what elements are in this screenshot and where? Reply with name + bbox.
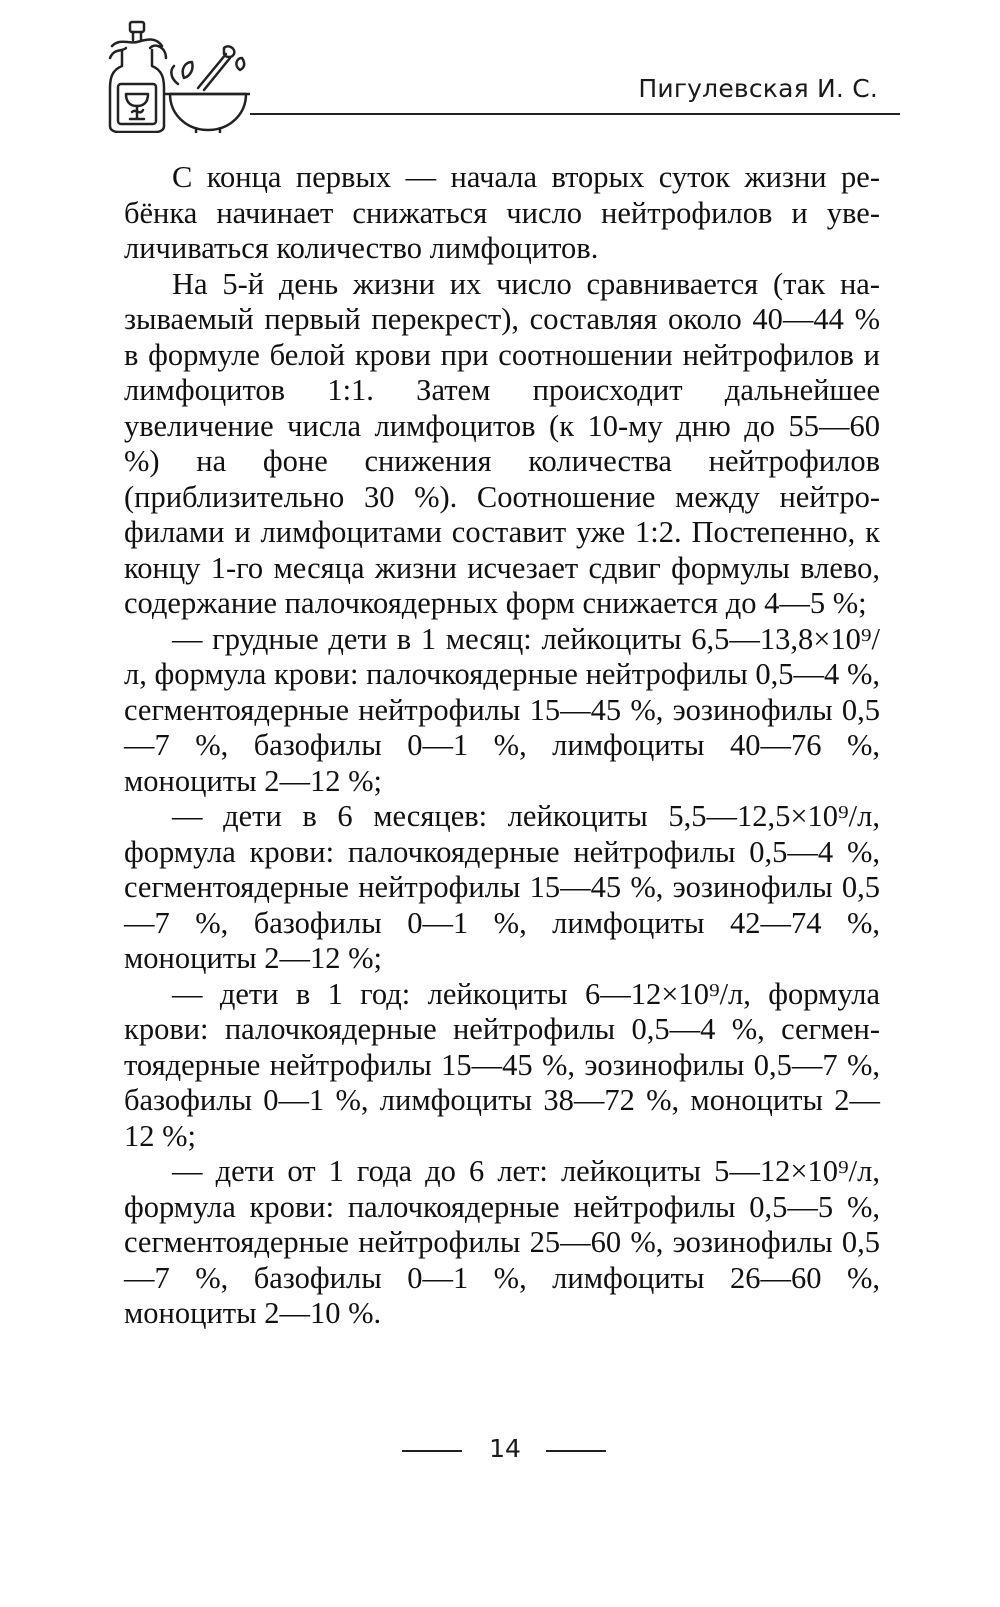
body-paragraph: С конца первых — начала вторых суток жизни ребёнка начинает снижаться число нейтрофилов и увеличиваться количество лимфоцитов. bbox=[124, 160, 880, 265]
body-paragraph: — дети в 1 год: лейкоциты 6—12×10⁹/л, формула крови: палочкоядерные нейтрофилы 0,5—4 %, сегментоядерные нейтрофилы 15—45 %, эозинофилы 0,5—7 %, базофилы 0—1 %, лимфоциты 38—72 %, моноциты 2—12 %; bbox=[124, 976, 880, 1153]
running-header-author: Пигулевская И. С. bbox=[638, 74, 878, 103]
body-paragraph: — грудные дети в 1 месяц: лейкоциты 6,5—13,8×10⁹/л, формула крови: палочкоядерные нейтрофилы 0,5—4 %, сегментоядерные нейтрофилы 15—45 %, эозинофилы 0,5—7 %, базофилы 0—1 %, лимфоциты 40—76 %, моноциты 2—12 %; bbox=[124, 621, 880, 798]
page-header bbox=[100, 18, 900, 138]
pharmacy-bottle-mortar-icon bbox=[100, 18, 250, 133]
page-number: 14 bbox=[489, 1434, 521, 1463]
page-footer bbox=[0, 1432, 1000, 1472]
footer-rule-right bbox=[546, 1450, 606, 1452]
body-paragraph: — дети в 6 месяцев: лейкоциты 5,5—12,5×10⁹/л, формула крови: палочкоядерные нейтрофилы 0,5—4 %, сегментоядерные нейтрофилы 15—45 %, эозинофилы 0,5—7 %, базофилы 0—1 %, лимфоциты 42—74 %, моноциты 2—12 %; bbox=[124, 799, 880, 975]
body-paragraph: На 5-й день жизни их число сравнивается (так называемый первый перекрест), составляя около 40—44 % в формуле белой крови при соотношении нейтрофилов и лимфоцитов 1:1. Затем происходит дальнейшее увеличение числа лимфоцитов (к 10-му дню до 55—60 %) на фоне снижения количества нейтрофилов (приблизительно 30 %). Соотношение между нейтрофилами и лимфоцитами составит уже 1:2. Постепенно, к концу 1-го месяца жизни исчезает сдвиг формулы влево, содержание палочкоядерных форм снижается до 4—5 %; bbox=[124, 266, 880, 620]
page-body bbox=[124, 160, 880, 1332]
body-paragraph: — дети от 1 года до 6 лет: лейкоциты 5—12×10⁹/л, формула крови: палочкоядерные нейтрофилы 0,5—5 %, сегментоядерные нейтрофилы 25—60 %, эозинофилы 0,5—7 %, базофилы 0—1 %, лимфоциты 26—60 %, моноциты 2—10 %. bbox=[124, 1154, 880, 1330]
footer-rule-left bbox=[402, 1450, 462, 1452]
header-rule bbox=[250, 113, 900, 115]
